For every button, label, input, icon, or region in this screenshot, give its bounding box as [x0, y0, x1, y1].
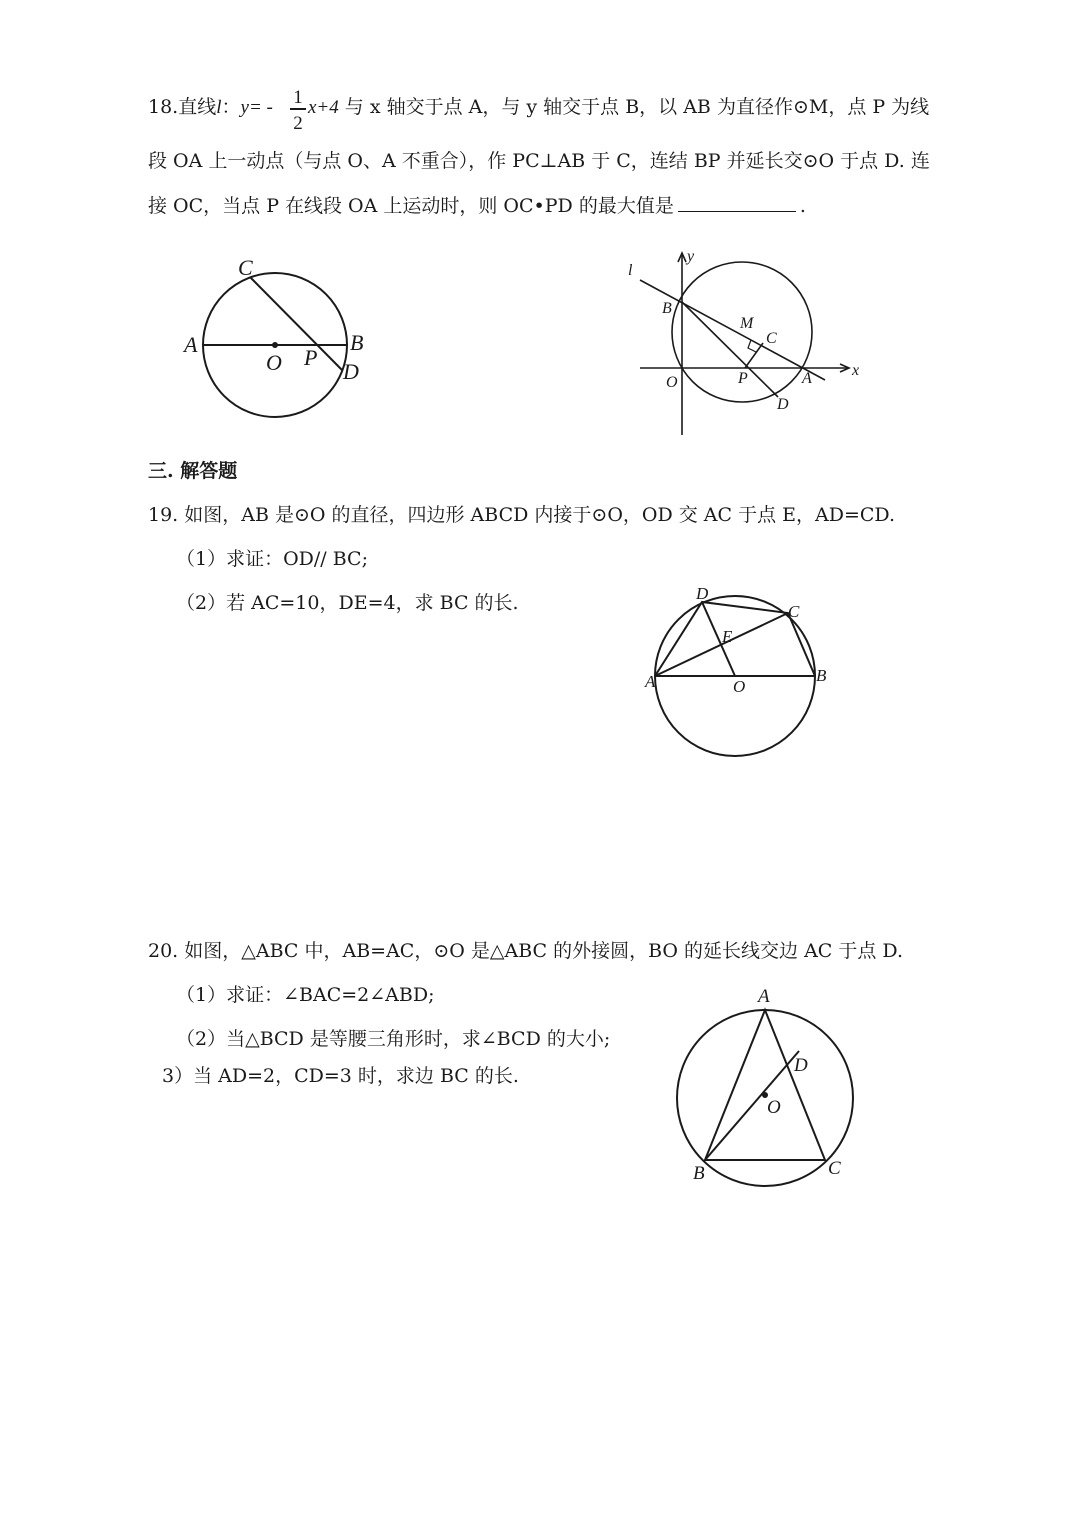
fig2-label-l: l: [628, 262, 633, 279]
q18-frac-den: 2: [293, 113, 303, 134]
q20-part2: （2）当△BCD 是等腰三角形时，求∠BCD 的大小;: [176, 1028, 611, 1050]
fig2-label-x: x: [852, 362, 860, 379]
fig2-label-C: C: [766, 330, 777, 347]
q18-line3-text: 接 OC，当点 P 在线段 OA 上运动时，则 OC•PD 的最大值是: [148, 195, 674, 217]
fig2-label-A: A: [802, 370, 812, 387]
q19-label-C: C: [788, 602, 800, 621]
q20-label-A: A: [758, 986, 770, 1007]
q19-label-A: A: [645, 672, 656, 691]
fig1-label-B: B: [350, 330, 364, 355]
q20-part1: （1）求证：∠BAC=2∠ABD;: [176, 984, 435, 1006]
q18-frac-bar: [290, 108, 306, 110]
fig2-label-O: O: [666, 374, 678, 391]
q19-figure: [640, 585, 840, 765]
fig2-label-D: D: [777, 396, 789, 413]
q18-line3-end: .: [799, 195, 806, 217]
section-title: 三. 解答题: [148, 460, 238, 482]
q19-label-D: D: [696, 585, 709, 603]
q19-label-E: E: [722, 627, 733, 646]
q20-figure: [670, 985, 870, 1190]
fig2-label-B: B: [662, 300, 672, 317]
q20-stem: 20. 如图，△ABC 中，AB=AC，⊙O 是△ABC 的外接圆，BO 的延长线交边 AC 于点 D.: [148, 940, 904, 962]
q18-line-name: l: [216, 97, 222, 118]
fig1-label-O: O: [266, 350, 282, 375]
fig2-label-y: y: [687, 248, 695, 265]
q18-figure-2: [620, 245, 870, 440]
fig1-label-C: C: [238, 255, 253, 280]
q18-colon: ：: [221, 96, 241, 118]
q18-after-frac: x+4: [308, 97, 339, 118]
q18-line1-rest: [308, 98, 929, 117]
q18-line2: 段 OA 上一动点（与点 O、A 不重合），作 PC⊥AB 于 C，连结 BP 并延长交⊙O 于点 D. 连: [148, 150, 930, 172]
q19-part2: （2）若 AC=10，DE=4，求 BC 的长.: [176, 592, 519, 614]
q20-label-O: O: [767, 1097, 781, 1118]
q18-line1-text: 与 x 轴交于点 A，与 y 轴交于点 B，以 AB 为直径作⊙M，点 P 为线: [338, 96, 930, 118]
q18-line1: [148, 98, 273, 117]
fig1-label-D: D: [343, 359, 359, 384]
q20-label-D: D: [794, 1055, 808, 1076]
q18-answer-blank[interactable]: [678, 211, 796, 212]
q20-label-B: B: [693, 1163, 705, 1184]
q18-figure-1: [170, 245, 390, 435]
fig2-label-P: P: [738, 370, 748, 387]
q19-label-O: O: [733, 677, 746, 696]
q18-frac-num: 1: [293, 87, 303, 108]
fig1-label-P: P: [304, 345, 318, 370]
q19-part1: （1）求证：OD// BC;: [176, 548, 368, 570]
q20-part3: 3）当 AD=2，CD=3 时，求边 BC 的长.: [162, 1065, 519, 1087]
q20-label-C: C: [828, 1158, 841, 1179]
q19-stem: 19. 如图，AB 是⊙O 的直径，四边形 ABCD 内接于⊙O，OD 交 AC 于点 E，AD=CD.: [148, 504, 896, 526]
fig2-label-M: M: [740, 315, 754, 332]
q19-label-B: B: [816, 666, 827, 685]
q18-line3: [148, 197, 806, 216]
q18-y-eq: y= -: [240, 97, 273, 118]
fig1-label-A: A: [184, 332, 198, 357]
q18-prefix: 18.直线: [148, 96, 217, 118]
